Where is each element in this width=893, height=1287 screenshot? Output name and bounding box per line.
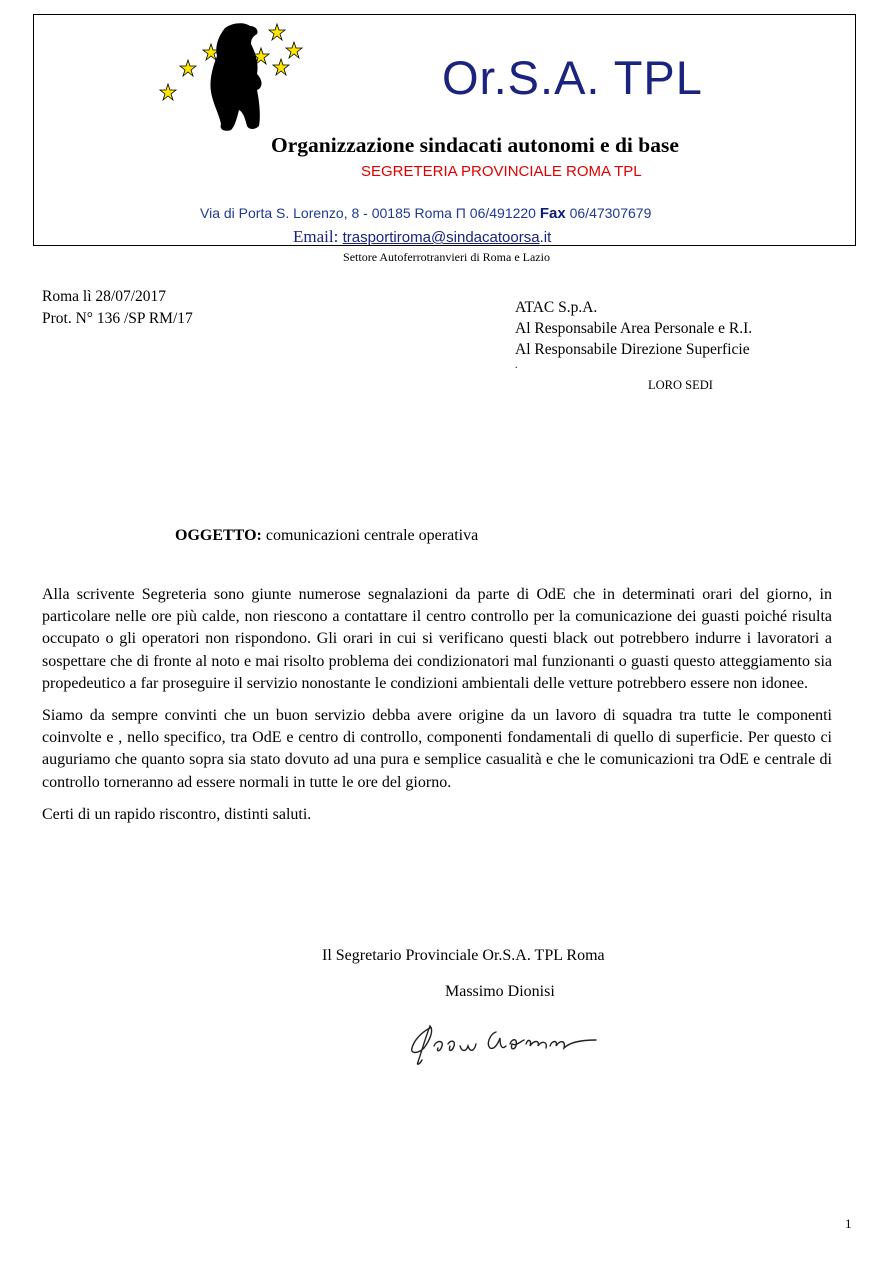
body-paragraph: Certi di un rapido riscontro, distinti saluti. (42, 805, 312, 823)
subject-text: comunicazioni centrale operativa (265, 527, 479, 544)
email-line (293, 227, 551, 247)
subject-label: OGGETTO: (175, 527, 262, 544)
loro-sedi: LORO SEDI (648, 378, 713, 392)
handwritten-signature (400, 1010, 615, 1070)
email-label: Email: (293, 227, 339, 246)
date-protocol-block (42, 286, 193, 330)
signer-name: Massimo Dionisi (445, 983, 555, 1000)
fax-label: Fax (539, 205, 566, 222)
subject-line (175, 527, 478, 545)
letter-date: Roma lì 28/07/2017 (42, 288, 166, 305)
secretariat-name: SEGRETERIA PROVINCIALE ROMA TPL (361, 163, 642, 180)
body-paragraph: Alla scrivente Segreteria sono giunte numerose segnalazioni da parte di OdE che in determinati orari del giorno, in particolare nelle ore più calde, non riescono a contattare il centro controllo per la comunicazione dei guasti poiché risulta occupato o gli operatori non rispondono. Gli orari in cui si verificano questi black out potrebbero indurre i lavoratori a sospettare che di fronte al noto e mai risolto problema dei condizionatori mal funzionanti o guasti questo atteggiamento sia propedeutico a far proseguire il servizio nonostante le condizioni ambientali delle vetture potrebbero essere non idonee. (42, 586, 832, 692)
recipients-block (515, 297, 752, 360)
bear-with-stars-logo (155, 18, 315, 136)
email-tld: .it (539, 229, 552, 246)
letter-body (42, 584, 832, 836)
recipient-line: Al Responsabile Direzione Superficie (515, 341, 750, 358)
signer-title: Il Segretario Provinciale Or.S.A. TPL Roma (322, 947, 605, 964)
protocol-number: Prot. N° 136 /SP RM/17 (42, 310, 193, 327)
organization-name: Organizzazione sindacati autonomi e di base (271, 133, 679, 157)
fax-number: 06/47307679 (569, 205, 652, 221)
address-text: Via di Porta S. Lorenzo, 8 - 00185 Roma Π 06/491220 (200, 205, 536, 221)
brand-name: Or.S.A. TPL (442, 51, 703, 104)
page-number: 1 (845, 1216, 852, 1231)
body-paragraph: Siamo da sempre convinti che un buon servizio debba avere origine da un lavoro di squadra tra tutte le componenti coinvolte e , nello specifico, tra OdE e centro di controllo, componenti fondamentali di quello di superficie. Per questo ci auguriamo che quanto sopra sia stato dovuto ad una pura e semplice casualità e che le comunicazioni tra OdE e centrale di controllo torneranno ad essere normali in tutte le ore del giorno. (42, 707, 832, 791)
stray-dot: . (515, 360, 518, 371)
recipient-line: ATAC S.p.A. (515, 299, 598, 316)
recipient-line: Al Responsabile Area Personale e R.I. (515, 320, 753, 337)
email-link[interactable]: trasportiroma@sindacatoorsa (342, 229, 540, 246)
sector-line: Settore Autoferrotranvieri di Roma e Lazio (343, 250, 550, 264)
contact-address (200, 205, 651, 222)
